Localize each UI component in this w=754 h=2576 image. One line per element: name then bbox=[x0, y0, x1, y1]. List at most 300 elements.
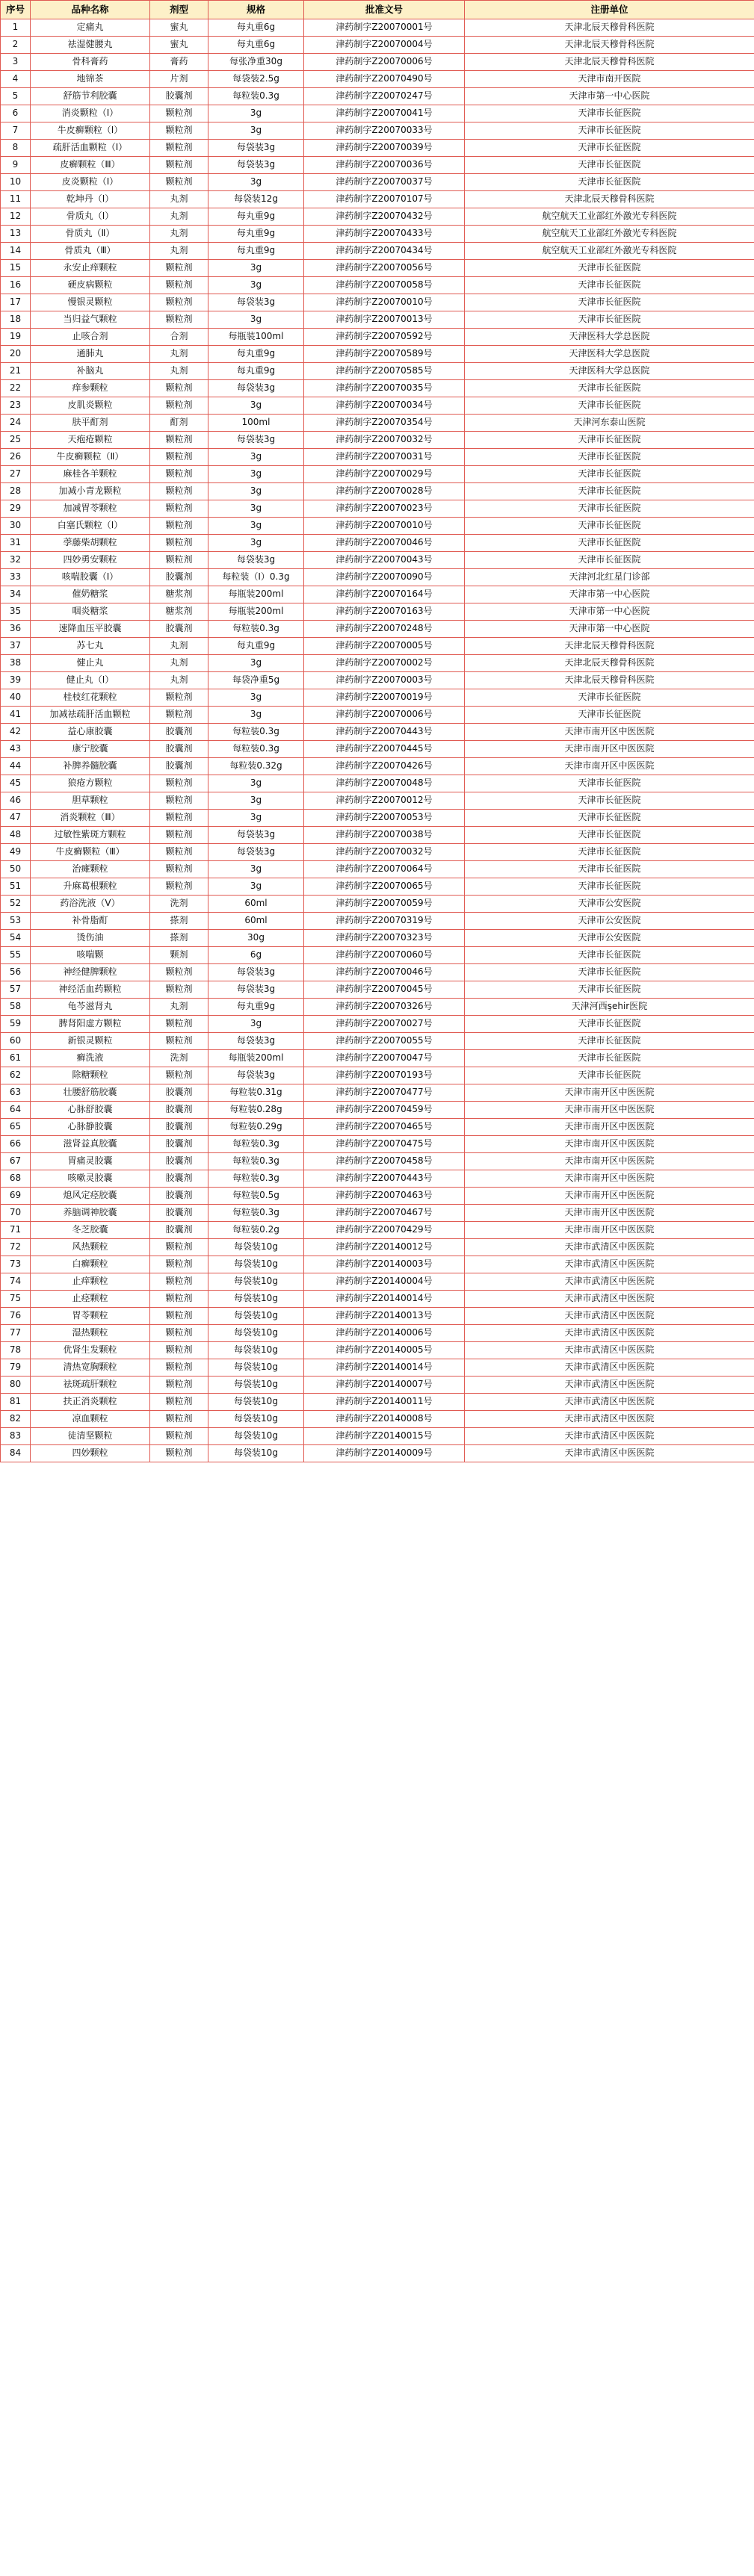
cell-product-name: 除糖颗粒 bbox=[31, 1067, 150, 1084]
cell-registrant: 天津市长征医院 bbox=[465, 483, 754, 500]
cell-registrant: 天津市南开区中医医院 bbox=[465, 1153, 754, 1170]
cell-product-name: 咳喘颗 bbox=[31, 947, 150, 964]
table-row bbox=[1, 861, 754, 878]
cell-specification: 3g bbox=[208, 174, 304, 191]
cell-dosage-form: 颗粒剂 bbox=[150, 466, 208, 483]
cell-specification: 3g bbox=[208, 466, 304, 483]
cell-registrant: 天津市武清区中医医院 bbox=[465, 1291, 754, 1308]
cell-dosage-form: 胶囊剂 bbox=[150, 1205, 208, 1222]
cell-registrant: 天津市长征医院 bbox=[465, 707, 754, 724]
table-row bbox=[1, 1153, 754, 1170]
cell-product-name: 清热宽胸颗粒 bbox=[31, 1359, 150, 1377]
cell-dosage-form: 胶囊剂 bbox=[150, 1188, 208, 1205]
table-row bbox=[1, 1102, 754, 1119]
cell-approval-number: 津药制字Z20070443号 bbox=[304, 724, 465, 741]
cell-product-name: 康宁胶囊 bbox=[31, 741, 150, 758]
cell-index: 54 bbox=[1, 930, 31, 947]
cell-product-name: 养脑调神胶囊 bbox=[31, 1205, 150, 1222]
cell-registrant: 天津市长征医院 bbox=[465, 174, 754, 191]
cell-specification: 每袋装3g bbox=[208, 432, 304, 449]
cell-product-name: 牛皮癣颗粒（Ⅱ） bbox=[31, 449, 150, 466]
table-row bbox=[1, 964, 754, 981]
column-header-registrant: 注册单位 bbox=[465, 1, 754, 19]
cell-registrant: 天津市长征医院 bbox=[465, 878, 754, 896]
cell-approval-number: 津药制字Z20070045号 bbox=[304, 981, 465, 999]
cell-product-name: 过敏性紫斑方颗粒 bbox=[31, 827, 150, 844]
table-header-row bbox=[1, 1, 754, 19]
cell-registrant: 天津北辰天穆骨科医院 bbox=[465, 37, 754, 54]
cell-registrant: 天津市长征医院 bbox=[465, 500, 754, 518]
cell-specification: 3g bbox=[208, 861, 304, 878]
cell-registrant: 天津市长征医院 bbox=[465, 689, 754, 707]
cell-approval-number: 津药制字Z20070032号 bbox=[304, 432, 465, 449]
cell-specification: 3g bbox=[208, 1016, 304, 1033]
cell-specification: 每袋装10g bbox=[208, 1359, 304, 1377]
cell-product-name: 补脾养髓胶囊 bbox=[31, 758, 150, 775]
cell-registrant: 天津市南开区中医医院 bbox=[465, 1188, 754, 1205]
table-row bbox=[1, 415, 754, 432]
table-row bbox=[1, 1222, 754, 1239]
cell-approval-number: 津药制字Z20140009号 bbox=[304, 1445, 465, 1462]
cell-dosage-form: 胶囊剂 bbox=[150, 621, 208, 638]
cell-dosage-form: 颗粒剂 bbox=[150, 1239, 208, 1256]
cell-index: 66 bbox=[1, 1136, 31, 1153]
cell-index: 5 bbox=[1, 88, 31, 105]
cell-dosage-form: 胶囊剂 bbox=[150, 1153, 208, 1170]
cell-approval-number: 津药制字Z20070039号 bbox=[304, 140, 465, 157]
cell-product-name: 苏七丸 bbox=[31, 638, 150, 655]
cell-specification: 3g bbox=[208, 105, 304, 122]
table-row bbox=[1, 19, 754, 37]
cell-index: 46 bbox=[1, 792, 31, 810]
cell-dosage-form: 胶囊剂 bbox=[150, 1170, 208, 1188]
table-row bbox=[1, 1050, 754, 1067]
cell-index: 82 bbox=[1, 1411, 31, 1428]
cell-specification: 3g bbox=[208, 449, 304, 466]
cell-approval-number: 津药制字Z20070193号 bbox=[304, 1067, 465, 1084]
cell-index: 48 bbox=[1, 827, 31, 844]
cell-approval-number: 津药制字Z20070034号 bbox=[304, 397, 465, 415]
cell-index: 21 bbox=[1, 363, 31, 380]
cell-index: 77 bbox=[1, 1325, 31, 1342]
cell-registrant: 天津市武清区中医医院 bbox=[465, 1325, 754, 1342]
cell-index: 56 bbox=[1, 964, 31, 981]
cell-product-name: 痒参颗粒 bbox=[31, 380, 150, 397]
cell-specification: 100ml bbox=[208, 415, 304, 432]
cell-product-name: 慢银灵颗粒 bbox=[31, 294, 150, 311]
cell-index: 25 bbox=[1, 432, 31, 449]
cell-index: 84 bbox=[1, 1445, 31, 1462]
cell-index: 47 bbox=[1, 810, 31, 827]
cell-specification: 每丸重9g bbox=[208, 226, 304, 243]
cell-product-name: 骨质丸（Ⅲ） bbox=[31, 243, 150, 260]
cell-dosage-form: 颗粒剂 bbox=[150, 449, 208, 466]
cell-approval-number: 津药制字Z20070059号 bbox=[304, 896, 465, 913]
cell-registrant: 天津市武清区中医医院 bbox=[465, 1359, 754, 1377]
cell-registrant: 天津市长征医院 bbox=[465, 397, 754, 415]
cell-registrant: 天津市第一中心医院 bbox=[465, 586, 754, 603]
table-row bbox=[1, 1239, 754, 1256]
cell-specification: 3g bbox=[208, 655, 304, 672]
cell-dosage-form: 丸剂 bbox=[150, 243, 208, 260]
cell-dosage-form: 颗粒剂 bbox=[150, 1016, 208, 1033]
cell-product-name: 骨质丸（Ⅱ） bbox=[31, 226, 150, 243]
table-row bbox=[1, 844, 754, 861]
cell-approval-number: 津药制字Z20070090号 bbox=[304, 569, 465, 586]
cell-registrant: 天津市长征医院 bbox=[465, 535, 754, 552]
table-row bbox=[1, 226, 754, 243]
cell-product-name: 骨质丸（Ⅰ） bbox=[31, 208, 150, 226]
cell-dosage-form: 丸剂 bbox=[150, 672, 208, 689]
cell-specification: 每袋装3g bbox=[208, 140, 304, 157]
cell-registrant: 航空航天工业部红外激光专科医院 bbox=[465, 243, 754, 260]
cell-registrant: 天津市长征医院 bbox=[465, 157, 754, 174]
cell-product-name: 治瘫颗粒 bbox=[31, 861, 150, 878]
cell-product-name: 地锦茶 bbox=[31, 71, 150, 88]
cell-dosage-form: 胶囊剂 bbox=[150, 1136, 208, 1153]
table-row bbox=[1, 1170, 754, 1188]
table-row bbox=[1, 1342, 754, 1359]
cell-dosage-form: 颗粒剂 bbox=[150, 689, 208, 707]
cell-dosage-form: 颗粒剂 bbox=[150, 964, 208, 981]
cell-dosage-form: 胶囊剂 bbox=[150, 1084, 208, 1102]
cell-index: 70 bbox=[1, 1205, 31, 1222]
cell-product-name: 肤平酊剂 bbox=[31, 415, 150, 432]
cell-registrant: 天津市武清区中医医院 bbox=[465, 1273, 754, 1291]
cell-dosage-form: 颗粒剂 bbox=[150, 1308, 208, 1325]
cell-product-name: 白癣颗粒 bbox=[31, 1256, 150, 1273]
cell-product-name: 升麻葛根颗粒 bbox=[31, 878, 150, 896]
cell-registrant: 天津北辰天穆骨科医院 bbox=[465, 655, 754, 672]
cell-approval-number: 津药制字Z20070005号 bbox=[304, 638, 465, 655]
cell-dosage-form: 颗粒剂 bbox=[150, 792, 208, 810]
cell-registrant: 天津市长征医院 bbox=[465, 1033, 754, 1050]
cell-approval-number: 津药制字Z20140013号 bbox=[304, 1308, 465, 1325]
cell-registrant: 天津市长征医院 bbox=[465, 432, 754, 449]
cell-registrant: 天津市武清区中医医院 bbox=[465, 1239, 754, 1256]
cell-approval-number: 津药制字Z20140014号 bbox=[304, 1291, 465, 1308]
cell-registrant: 天津市长征医院 bbox=[465, 260, 754, 277]
cell-dosage-form: 颗粒剂 bbox=[150, 552, 208, 569]
cell-registrant: 航空航天工业部红外激光专科医院 bbox=[465, 208, 754, 226]
cell-product-name: 冬芝胶囊 bbox=[31, 1222, 150, 1239]
table-row bbox=[1, 1291, 754, 1308]
cell-dosage-form: 颗粒剂 bbox=[150, 483, 208, 500]
cell-registrant: 天津市南开区中医医院 bbox=[465, 758, 754, 775]
table-row bbox=[1, 397, 754, 415]
cell-approval-number: 津药制字Z20140006号 bbox=[304, 1325, 465, 1342]
column-header-index: 序号 bbox=[1, 1, 31, 19]
cell-registrant: 天津市长征医院 bbox=[465, 311, 754, 329]
table-row bbox=[1, 724, 754, 741]
cell-product-name: 胃苓颗粒 bbox=[31, 1308, 150, 1325]
cell-approval-number: 津药制字Z20070248号 bbox=[304, 621, 465, 638]
table-row bbox=[1, 1377, 754, 1394]
cell-index: 79 bbox=[1, 1359, 31, 1377]
cell-index: 57 bbox=[1, 981, 31, 999]
cell-registrant: 天津市武清区中医医院 bbox=[465, 1394, 754, 1411]
cell-registrant: 天津市长征医院 bbox=[465, 380, 754, 397]
cell-approval-number: 津药制字Z20070490号 bbox=[304, 71, 465, 88]
cell-registrant: 天津市长征医院 bbox=[465, 122, 754, 140]
cell-registrant: 天津北辰天穆骨科医院 bbox=[465, 638, 754, 655]
cell-dosage-form: 丸剂 bbox=[150, 226, 208, 243]
cell-registrant: 天津市南开区中医医院 bbox=[465, 1170, 754, 1188]
table-row bbox=[1, 981, 754, 999]
cell-specification: 每丸重6g bbox=[208, 37, 304, 54]
cell-product-name: 定痛丸 bbox=[31, 19, 150, 37]
cell-specification: 每袋装10g bbox=[208, 1428, 304, 1445]
table-row bbox=[1, 208, 754, 226]
cell-approval-number: 津药制字Z20070046号 bbox=[304, 535, 465, 552]
cell-specification: 每粒装0.3g bbox=[208, 1136, 304, 1153]
cell-index: 50 bbox=[1, 861, 31, 878]
cell-specification: 每丸重6g bbox=[208, 19, 304, 37]
cell-dosage-form: 颗粒剂 bbox=[150, 277, 208, 294]
cell-specification: 每袋装3g bbox=[208, 1067, 304, 1084]
cell-index: 20 bbox=[1, 346, 31, 363]
cell-approval-number: 津药制字Z20070589号 bbox=[304, 346, 465, 363]
cell-dosage-form: 颗粒剂 bbox=[150, 1428, 208, 1445]
cell-registrant: 天津市南开区中医医院 bbox=[465, 1222, 754, 1239]
cell-product-name: 徒清坚颗粒 bbox=[31, 1428, 150, 1445]
cell-approval-number: 津药制字Z20070010号 bbox=[304, 518, 465, 535]
cell-specification: 3g bbox=[208, 518, 304, 535]
table-row bbox=[1, 1119, 754, 1136]
cell-approval-number: 津药制字Z20070065号 bbox=[304, 878, 465, 896]
cell-specification: 每袋装3g bbox=[208, 294, 304, 311]
cell-approval-number: 津药制字Z20070029号 bbox=[304, 466, 465, 483]
cell-product-name: 扶正消炎颗粒 bbox=[31, 1394, 150, 1411]
cell-dosage-form: 颗粒剂 bbox=[150, 1325, 208, 1342]
cell-product-name: 脾肾阳虚方颗粒 bbox=[31, 1016, 150, 1033]
cell-specification: 每丸重9g bbox=[208, 346, 304, 363]
cell-index: 55 bbox=[1, 947, 31, 964]
cell-registrant: 天津市长征医院 bbox=[465, 861, 754, 878]
cell-approval-number: 津药制字Z20070012号 bbox=[304, 792, 465, 810]
cell-dosage-form: 颗粒剂 bbox=[150, 397, 208, 415]
cell-dosage-form: 颗粒剂 bbox=[150, 1067, 208, 1084]
cell-index: 78 bbox=[1, 1342, 31, 1359]
cell-approval-number: 津药制字Z20070465号 bbox=[304, 1119, 465, 1136]
cell-product-name: 益心康胶囊 bbox=[31, 724, 150, 741]
table-row bbox=[1, 621, 754, 638]
cell-registrant: 天津市长征医院 bbox=[465, 449, 754, 466]
cell-approval-number: 津药制字Z20070445号 bbox=[304, 741, 465, 758]
cell-product-name: 心脉舒胶囊 bbox=[31, 1102, 150, 1119]
cell-registrant: 天津市长征医院 bbox=[465, 1016, 754, 1033]
cell-specification: 3g bbox=[208, 483, 304, 500]
cell-product-name: 止痒颗粒 bbox=[31, 1273, 150, 1291]
cell-dosage-form: 颗粒剂 bbox=[150, 844, 208, 861]
cell-registrant: 天津市长征医院 bbox=[465, 552, 754, 569]
cell-approval-number: 津药制字Z20070010号 bbox=[304, 294, 465, 311]
cell-approval-number: 津药制字Z20070032号 bbox=[304, 844, 465, 861]
cell-approval-number: 津药制字Z20070163号 bbox=[304, 603, 465, 621]
table-row bbox=[1, 775, 754, 792]
cell-registrant: 天津市长征医院 bbox=[465, 810, 754, 827]
cell-index: 76 bbox=[1, 1308, 31, 1325]
table-row bbox=[1, 88, 754, 105]
cell-dosage-form: 胶囊剂 bbox=[150, 1119, 208, 1136]
cell-approval-number: 津药制字Z20070429号 bbox=[304, 1222, 465, 1239]
cell-index: 15 bbox=[1, 260, 31, 277]
cell-product-name: 咽炎糖浆 bbox=[31, 603, 150, 621]
cell-dosage-form: 酊剂 bbox=[150, 415, 208, 432]
cell-registrant: 天津市长征医院 bbox=[465, 466, 754, 483]
cell-product-name: 速降血压平胶囊 bbox=[31, 621, 150, 638]
cell-approval-number: 津药制字Z20070319号 bbox=[304, 913, 465, 930]
cell-index: 19 bbox=[1, 329, 31, 346]
table-row bbox=[1, 122, 754, 140]
cell-index: 11 bbox=[1, 191, 31, 208]
cell-specification: 每袋装10g bbox=[208, 1445, 304, 1462]
table-row bbox=[1, 758, 754, 775]
cell-dosage-form: 颗粒剂 bbox=[150, 311, 208, 329]
cell-registrant: 天津市南开区中医医院 bbox=[465, 1084, 754, 1102]
cell-registrant: 航空航天工业部红外激光专科医院 bbox=[465, 226, 754, 243]
cell-approval-number: 津药制字Z20140007号 bbox=[304, 1377, 465, 1394]
cell-index: 81 bbox=[1, 1394, 31, 1411]
cell-approval-number: 津药制字Z20070048号 bbox=[304, 775, 465, 792]
cell-dosage-form: 颗粒剂 bbox=[150, 1394, 208, 1411]
cell-product-name: 通肺丸 bbox=[31, 346, 150, 363]
cell-product-name: 皮炎颗粒（Ⅰ） bbox=[31, 174, 150, 191]
cell-registrant: 天津市长征医院 bbox=[465, 1067, 754, 1084]
cell-approval-number: 津药制字Z20070019号 bbox=[304, 689, 465, 707]
cell-specification: 每瓶装200ml bbox=[208, 603, 304, 621]
cell-dosage-form: 颗粒剂 bbox=[150, 707, 208, 724]
table-row bbox=[1, 1188, 754, 1205]
cell-product-name: 麻桂各羊颗粒 bbox=[31, 466, 150, 483]
cell-index: 22 bbox=[1, 380, 31, 397]
cell-specification: 每袋装10g bbox=[208, 1394, 304, 1411]
cell-specification: 每粒装0.5g bbox=[208, 1188, 304, 1205]
cell-product-name: 消炎颗粒（Ⅲ） bbox=[31, 810, 150, 827]
cell-dosage-form: 糖浆剂 bbox=[150, 586, 208, 603]
cell-specification: 每袋装3g bbox=[208, 844, 304, 861]
cell-dosage-form: 颗粒剂 bbox=[150, 518, 208, 535]
cell-specification: 60ml bbox=[208, 913, 304, 930]
table-row bbox=[1, 878, 754, 896]
cell-specification: 每袋装10g bbox=[208, 1273, 304, 1291]
cell-index: 31 bbox=[1, 535, 31, 552]
cell-product-name: 滋肾益真胶囊 bbox=[31, 1136, 150, 1153]
cell-index: 67 bbox=[1, 1153, 31, 1170]
cell-index: 64 bbox=[1, 1102, 31, 1119]
cell-index: 17 bbox=[1, 294, 31, 311]
cell-product-name: 乾坤丹（Ⅰ） bbox=[31, 191, 150, 208]
cell-specification: 3g bbox=[208, 810, 304, 827]
cell-dosage-form: 搽剂 bbox=[150, 913, 208, 930]
cell-specification: 每袋装12g bbox=[208, 191, 304, 208]
cell-product-name: 加减小青龙颗粒 bbox=[31, 483, 150, 500]
cell-product-name: 催奶糖浆 bbox=[31, 586, 150, 603]
table-row bbox=[1, 277, 754, 294]
cell-registrant: 天津医科大学总医院 bbox=[465, 329, 754, 346]
cell-dosage-form: 片剂 bbox=[150, 71, 208, 88]
cell-index: 68 bbox=[1, 1170, 31, 1188]
cell-dosage-form: 颗粒剂 bbox=[150, 827, 208, 844]
cell-registrant: 天津市武清区中医医院 bbox=[465, 1445, 754, 1462]
cell-dosage-form: 颗粒剂 bbox=[150, 260, 208, 277]
cell-approval-number: 津药制字Z20070033号 bbox=[304, 122, 465, 140]
table-row bbox=[1, 37, 754, 54]
cell-product-name: 祛斑疏肝颗粒 bbox=[31, 1377, 150, 1394]
table-row bbox=[1, 707, 754, 724]
cell-approval-number: 津药制字Z20070056号 bbox=[304, 260, 465, 277]
cell-dosage-form: 颗粒剂 bbox=[150, 105, 208, 122]
cell-registrant: 天津市公安医院 bbox=[465, 930, 754, 947]
cell-product-name: 牛皮癣颗粒（Ⅰ） bbox=[31, 122, 150, 140]
cell-dosage-form: 合剂 bbox=[150, 329, 208, 346]
cell-registrant: 天津市长征医院 bbox=[465, 775, 754, 792]
table-row bbox=[1, 294, 754, 311]
cell-dosage-form: 颗粒剂 bbox=[150, 775, 208, 792]
cell-registrant: 天津北辰天穆骨科医院 bbox=[465, 54, 754, 71]
cell-approval-number: 津药制字Z20070027号 bbox=[304, 1016, 465, 1033]
cell-specification: 每袋装3g bbox=[208, 157, 304, 174]
cell-product-name: 神经活血药颗粒 bbox=[31, 981, 150, 999]
cell-registrant: 天津市南开区中医医院 bbox=[465, 724, 754, 741]
cell-specification: 3g bbox=[208, 535, 304, 552]
cell-specification: 每瓶装200ml bbox=[208, 586, 304, 603]
cell-dosage-form: 颗粒剂 bbox=[150, 1342, 208, 1359]
cell-index: 36 bbox=[1, 621, 31, 638]
cell-product-name: 舒筋节利胶囊 bbox=[31, 88, 150, 105]
cell-dosage-form: 颗粒剂 bbox=[150, 380, 208, 397]
column-header-dosage-form: 剂型 bbox=[150, 1, 208, 19]
cell-approval-number: 津药制字Z20070458号 bbox=[304, 1153, 465, 1170]
table-row bbox=[1, 1033, 754, 1050]
cell-specification: 3g bbox=[208, 397, 304, 415]
cell-product-name: 祛湿健腰丸 bbox=[31, 37, 150, 54]
cell-dosage-form: 颗粒剂 bbox=[150, 878, 208, 896]
cell-product-name: 壮腰舒筋胶囊 bbox=[31, 1084, 150, 1102]
cell-index: 71 bbox=[1, 1222, 31, 1239]
cell-specification: 每袋装10g bbox=[208, 1377, 304, 1394]
cell-dosage-form: 颗粒剂 bbox=[150, 500, 208, 518]
cell-specification: 每粒装（Ⅰ）0.3g bbox=[208, 569, 304, 586]
cell-index: 33 bbox=[1, 569, 31, 586]
table-row bbox=[1, 346, 754, 363]
cell-approval-number: 津药制字Z20070037号 bbox=[304, 174, 465, 191]
cell-product-name: 烫伤油 bbox=[31, 930, 150, 947]
cell-approval-number: 津药制字Z20140012号 bbox=[304, 1239, 465, 1256]
cell-product-name: 止痉颗粒 bbox=[31, 1291, 150, 1308]
cell-product-name: 心脉静胶囊 bbox=[31, 1119, 150, 1136]
cell-specification: 3g bbox=[208, 260, 304, 277]
cell-registrant: 天津市武清区中医医院 bbox=[465, 1308, 754, 1325]
cell-index: 40 bbox=[1, 689, 31, 707]
cell-specification: 每粒装0.3g bbox=[208, 621, 304, 638]
cell-product-name: 当归益气颗粒 bbox=[31, 311, 150, 329]
cell-product-name: 天疱疮颗粒 bbox=[31, 432, 150, 449]
cell-dosage-form: 颗粒剂 bbox=[150, 981, 208, 999]
cell-approval-number: 津药制字Z20070443号 bbox=[304, 1170, 465, 1188]
cell-dosage-form: 洗剂 bbox=[150, 896, 208, 913]
cell-registrant: 天津市长征医院 bbox=[465, 105, 754, 122]
cell-dosage-form: 胶囊剂 bbox=[150, 1102, 208, 1119]
cell-registrant: 天津市武清区中医医院 bbox=[465, 1377, 754, 1394]
cell-dosage-form: 胶囊剂 bbox=[150, 88, 208, 105]
cell-product-name: 健止丸（Ⅰ） bbox=[31, 672, 150, 689]
cell-index: 41 bbox=[1, 707, 31, 724]
cell-specification: 3g bbox=[208, 311, 304, 329]
table-row bbox=[1, 1016, 754, 1033]
cell-specification: 每袋装3g bbox=[208, 981, 304, 999]
table-row bbox=[1, 535, 754, 552]
